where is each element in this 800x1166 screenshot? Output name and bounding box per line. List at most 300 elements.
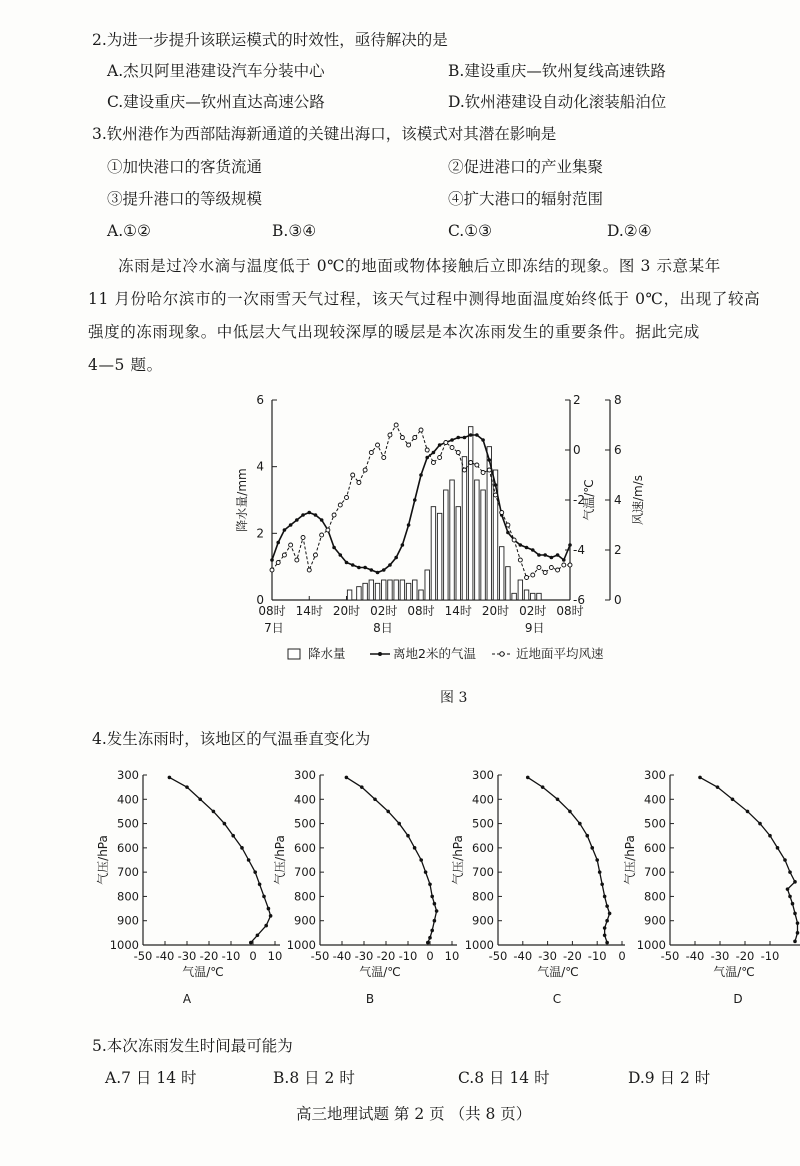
temp-tick-label: -6 <box>573 593 585 607</box>
panel-label: D <box>733 992 743 1006</box>
wind-point <box>419 428 423 432</box>
profile-point <box>262 895 266 899</box>
profile-point <box>267 907 271 911</box>
pressure-axis-label: 气压/hPa <box>451 835 465 885</box>
precip-bar <box>357 587 361 600</box>
temperature-point <box>407 523 411 527</box>
wind-point <box>388 433 392 437</box>
legend-temp: 离地2米的气温 <box>393 646 476 661</box>
wind-point <box>549 566 553 570</box>
temperature-point <box>283 528 287 532</box>
pressure-tick-label: 1000 <box>109 938 139 952</box>
figure-3-caption: 图 3 <box>440 690 468 706</box>
wind-point <box>525 576 529 580</box>
profile-point <box>373 797 377 801</box>
pressure-tick-label: 400 <box>294 792 316 807</box>
temperature-point <box>475 433 479 437</box>
profile-point <box>428 936 432 940</box>
temperature-point <box>438 443 442 447</box>
profile-point <box>428 882 432 886</box>
profile-point <box>413 846 417 850</box>
temp-tick-label: -10 <box>221 949 241 963</box>
temp-tick-label: -30 <box>354 949 374 963</box>
q3-option-a: A.①② <box>107 222 151 240</box>
precip-bar <box>382 580 386 600</box>
legend-wind: 近地面平均风速 <box>516 646 604 661</box>
profile-point <box>590 846 594 850</box>
wind-point <box>568 563 572 567</box>
profile-point <box>603 895 607 899</box>
pressure-tick-label: 400 <box>644 792 666 807</box>
temp-tick-label: -20 <box>376 949 396 963</box>
temperature-point <box>550 556 554 560</box>
profile-line <box>700 777 798 941</box>
precip-bar <box>450 480 454 600</box>
wind-tick-label: 4 <box>614 493 622 507</box>
precip-tick-label: 4 <box>256 459 264 474</box>
profile-point <box>585 834 589 838</box>
passage <box>88 250 760 382</box>
profile-line <box>169 777 270 942</box>
precip-tick-label: 2 <box>256 526 264 541</box>
profile-point <box>386 810 390 814</box>
wind-point <box>456 451 460 455</box>
pressure-tick-label: 600 <box>644 840 666 855</box>
profile-point <box>746 810 750 814</box>
wind-point <box>338 503 342 507</box>
profile-point <box>796 921 800 925</box>
passage-line-4: 4—5 题。 <box>88 356 163 374</box>
temperature-point <box>370 568 374 572</box>
day-label: 9日 <box>524 621 545 635</box>
temperature-point <box>338 553 342 557</box>
precip-bar <box>531 593 535 600</box>
temp-tick-label: -10 <box>398 949 418 963</box>
temp-tick-label: -40 <box>685 949 705 963</box>
temp-tick-label: -4 <box>573 543 585 557</box>
wind-point <box>500 511 504 515</box>
profile-point <box>430 895 434 899</box>
profile-point <box>360 785 364 789</box>
legend-precip-swatch <box>288 649 300 659</box>
profile-point <box>768 834 772 838</box>
q3-item-2: ②促进港口的产业集聚 <box>448 158 604 176</box>
q5-stem: 5.本次冻雨发生时间最可能为 <box>92 1037 293 1055</box>
legend-temp-marker <box>378 652 382 656</box>
temperature-point <box>388 563 392 567</box>
temperature-point <box>307 511 311 515</box>
wind-point <box>450 446 454 450</box>
precip-bar <box>524 590 528 600</box>
temperature-point <box>562 558 566 562</box>
wind-point <box>270 568 274 572</box>
pressure-tick-label: 300 <box>644 768 666 782</box>
profile-point <box>603 933 607 937</box>
precip-bar <box>413 580 417 600</box>
profile-point <box>758 822 762 826</box>
pressure-tick-label: 900 <box>117 913 139 928</box>
q2-option-b: B.建设重庆—钦州复线高速铁路 <box>448 62 666 80</box>
pressure-tick-label: 900 <box>644 913 666 928</box>
profile-point <box>605 919 609 923</box>
wind-point <box>444 441 448 445</box>
day-label: 7日 <box>264 621 284 635</box>
temperature-point <box>351 563 355 567</box>
q2-stem: 2.为进一步提升该联运模式的时效性，亟待解决的是 <box>92 31 448 49</box>
temp-axis-label: 气温/℃ <box>359 965 401 979</box>
pressure-tick-label: 1000 <box>636 938 666 952</box>
q2-option-d: D.钦州港建设自动化滚装船泊位 <box>448 93 667 111</box>
q3-option-c: C.①③ <box>448 222 493 240</box>
pressure-tick-label: 400 <box>117 792 139 807</box>
precip-bar <box>444 490 448 600</box>
profile-point <box>598 870 602 874</box>
profile-point <box>185 785 189 789</box>
profile-point <box>788 895 792 899</box>
profile-point <box>212 810 216 814</box>
x-tick-label: 08时 <box>407 604 435 618</box>
wind-point <box>345 496 349 500</box>
temperature-point <box>320 518 324 522</box>
pressure-tick-label: 900 <box>294 913 316 928</box>
temperature-point <box>345 561 349 565</box>
wind-point <box>431 461 435 465</box>
temp-tick-label: 10 <box>267 949 283 963</box>
q5-option-c: C.8 日 14 时 <box>458 1069 550 1087</box>
temp-tick-label: 0 <box>573 443 581 457</box>
temp-tick-label: 0 <box>249 949 257 963</box>
profile-point <box>793 912 797 916</box>
profile-point <box>223 822 227 826</box>
wind-point <box>438 456 442 460</box>
profile-point <box>600 882 604 886</box>
temperature-line <box>272 435 570 573</box>
profile-line <box>346 777 436 942</box>
precip-bar <box>400 580 404 600</box>
wind-point <box>543 571 547 575</box>
precip-bar <box>347 590 351 600</box>
pressure-tick-label: 1000 <box>286 938 316 952</box>
temperature-point <box>276 541 280 545</box>
profile-point <box>419 858 423 862</box>
profile-point <box>568 810 572 814</box>
temperature-point <box>413 498 417 502</box>
temp-tick-label: -20 <box>735 949 755 963</box>
x-tick-label: 08时 <box>556 604 584 618</box>
q5-option-a: A.7 日 14 时 <box>105 1069 197 1087</box>
wind-point <box>332 513 336 517</box>
q4-stem: 4.发生冻雨时，该地区的气温垂直变化为 <box>92 730 371 748</box>
pressure-tick-label: 300 <box>294 768 316 782</box>
wind-point <box>394 423 398 427</box>
profile-point <box>253 870 257 874</box>
precip-bar <box>388 580 392 600</box>
temperature-point <box>425 456 429 460</box>
wind-point <box>400 436 404 440</box>
precip-bar <box>406 583 410 600</box>
pressure-tick-label: 600 <box>472 840 494 855</box>
precip-axis-label: 降水量/mm <box>235 468 249 532</box>
q3-option-d: D.②④ <box>607 222 652 240</box>
temperature-point <box>270 558 274 562</box>
wind-point <box>369 451 373 455</box>
temp-tick-label: 10 <box>444 949 460 963</box>
profile-point <box>793 880 797 884</box>
wind-point <box>289 543 293 547</box>
wind-point <box>475 463 479 467</box>
temp-axis-label: 气温/℃ <box>537 965 579 979</box>
temp-tick-label: -10 <box>760 949 780 963</box>
profile-point <box>526 776 530 780</box>
wind-point <box>376 443 380 447</box>
wind-point <box>282 553 286 557</box>
temp-tick-label: -40 <box>155 949 175 963</box>
precip-bar <box>419 590 423 600</box>
temperature-point <box>401 543 405 547</box>
temp-tick-label: -10 <box>587 949 607 963</box>
temp-tick-label: -2 <box>573 493 585 507</box>
temp-tick-label: -50 <box>488 949 508 963</box>
pressure-tick-label: 700 <box>644 865 666 880</box>
pressure-tick-label: 700 <box>294 865 316 880</box>
wind-point <box>320 533 324 537</box>
precip-bar <box>431 507 435 600</box>
temperature-point <box>494 483 498 487</box>
pressure-tick-label: 600 <box>294 840 316 855</box>
pressure-tick-label: 700 <box>117 865 139 880</box>
profile-point <box>776 846 780 850</box>
q3-item-1: ①加快港口的客货流通 <box>107 158 263 176</box>
pressure-tick-label: 900 <box>472 913 494 928</box>
temp-axis-label: 气温/℃ <box>713 965 755 979</box>
precip-bar <box>468 427 472 600</box>
profile-point <box>433 919 437 923</box>
temp-tick-label: -40 <box>513 949 533 963</box>
temp-tick-label: 0 <box>426 949 434 963</box>
wind-point <box>276 561 280 565</box>
profile-point <box>430 929 434 933</box>
temperature-point <box>363 566 367 570</box>
precip-bar <box>506 567 510 600</box>
wind-tick-label: 6 <box>614 443 622 457</box>
precip-bar <box>437 513 441 600</box>
profile-point <box>249 941 253 945</box>
precip-bar <box>369 580 373 600</box>
profile-chart-a <box>95 765 295 1015</box>
wind-point <box>487 468 491 472</box>
profile-point <box>698 776 702 780</box>
profile-point <box>258 882 262 886</box>
wind-point <box>556 568 560 572</box>
profile-point <box>603 926 607 930</box>
temperature-point <box>357 566 361 570</box>
panel-label: B <box>365 992 375 1006</box>
precip-tick-label: 6 <box>256 393 264 407</box>
q3-stem: 3.钦州港作为西部陆海新通道的关键出海口，该模式对其潜在影响是 <box>92 125 557 143</box>
x-tick-label: 14时 <box>295 604 323 618</box>
temperature-point <box>332 546 336 550</box>
profile-point <box>783 858 787 862</box>
wind-tick-label: 0 <box>614 593 622 607</box>
temp-tick-label: -50 <box>660 949 680 963</box>
wind-point <box>469 461 473 465</box>
profile-point <box>605 904 609 908</box>
temperature-point <box>469 433 473 437</box>
profile-point <box>796 931 800 935</box>
pressure-tick-label: 500 <box>117 816 139 831</box>
temp-axis-label: 气温/℃ <box>582 479 596 521</box>
pressure-tick-label: 800 <box>644 889 666 904</box>
temp-axis-label: 气温/℃ <box>182 965 224 979</box>
x-tick-label: 02时 <box>370 604 398 618</box>
x-tick-label: 08时 <box>258 604 286 618</box>
pressure-axis-label: 气压/hPa <box>273 835 287 885</box>
wind-point <box>307 568 311 572</box>
wind-point <box>494 493 498 497</box>
pressure-tick-label: 800 <box>294 889 316 904</box>
precip-bar <box>518 580 522 600</box>
profile-point <box>433 902 437 906</box>
wind-tick-label: 8 <box>614 393 622 407</box>
x-tick-label: 02时 <box>519 604 547 618</box>
wind-point <box>295 558 299 562</box>
wind-point <box>351 473 355 477</box>
temp-tick-label: -50 <box>310 949 330 963</box>
wind-point <box>363 468 367 472</box>
panel-label: A <box>182 992 192 1006</box>
precip-bar <box>537 593 541 600</box>
profile-point <box>264 924 268 928</box>
precip-bar <box>375 583 379 600</box>
wind-point <box>512 538 516 542</box>
temp-tick-label: -30 <box>177 949 197 963</box>
profile-chart-b <box>272 765 472 1015</box>
pressure-tick-label: 500 <box>294 816 316 831</box>
q5-option-d: D.9 日 2 时 <box>628 1069 711 1087</box>
wind-tick-label: 2 <box>614 543 622 557</box>
precip-bar <box>512 593 516 600</box>
temperature-point <box>295 518 299 522</box>
temperature-point <box>506 531 510 535</box>
wind-point <box>462 468 466 472</box>
temp-tick-label: -30 <box>538 949 557 963</box>
pressure-tick-label: 300 <box>472 768 494 782</box>
wind-point <box>413 436 417 440</box>
temperature-point <box>556 553 560 557</box>
q3-item-4: ④扩大港口的辐射范围 <box>448 190 604 208</box>
pressure-axis-label: 气压/hPa <box>96 835 110 885</box>
temperature-point <box>301 513 305 517</box>
profile-point <box>198 797 202 801</box>
pressure-tick-label: 600 <box>117 840 139 855</box>
temperature-point <box>456 436 460 440</box>
q2-option-c: C.建设重庆—钦州直达高速公路 <box>107 93 325 111</box>
precip-bar <box>481 490 485 600</box>
profile-point <box>406 834 410 838</box>
wind-point <box>481 471 485 475</box>
temperature-point <box>568 543 572 547</box>
temperature-point <box>419 473 423 477</box>
precip-bar <box>394 580 398 600</box>
precip-bar <box>475 480 479 600</box>
temperature-point <box>376 571 380 575</box>
passage-line-2: 11 月份哈尔滨市的一次雨雪天气过程，该天气过程中测得地面温度始终低于 0℃，出现了较高 <box>88 290 761 308</box>
page-footer: 高三地理试题 第 2 页 （共 8 页） <box>296 1105 532 1123</box>
pressure-tick-label: 500 <box>644 816 666 831</box>
legend-wind-marker <box>500 652 504 656</box>
temperature-point <box>314 513 318 517</box>
pressure-tick-label: 500 <box>472 816 494 831</box>
pressure-tick-label: 800 <box>117 889 139 904</box>
profile-point <box>424 870 428 874</box>
wind-point <box>506 523 510 527</box>
q3-option-b: B.③④ <box>272 222 317 240</box>
profile-point <box>541 785 545 789</box>
profile-point <box>608 912 612 916</box>
pressure-tick-label: 300 <box>117 768 139 782</box>
profile-point <box>231 834 235 838</box>
profile-point <box>731 797 735 801</box>
temperature-point <box>382 568 386 572</box>
passage-line-3: 强度的冻雨现象。中低层大气出现较深厚的暖层是本次冻雨发生的重要条件。据此完成 <box>88 323 700 341</box>
figure-3-weather-chart <box>230 385 645 675</box>
q3-item-3: ③提升港口的等级规模 <box>107 190 263 208</box>
profile-point <box>786 887 790 891</box>
temperature-point <box>463 436 467 440</box>
wind-axis-label: 风速/m/s <box>631 474 645 526</box>
pressure-tick-label: 400 <box>472 792 494 807</box>
temp-tick-label: -30 <box>710 949 730 963</box>
profile-point <box>435 909 439 913</box>
temperature-point <box>537 553 541 557</box>
precip-bar <box>363 583 367 600</box>
temp-tick-label: -40 <box>332 949 352 963</box>
profile-point <box>345 776 349 780</box>
temperature-point <box>289 523 293 527</box>
temperature-point <box>450 438 454 442</box>
profile-point <box>788 870 792 874</box>
wind-point <box>562 563 566 567</box>
profile-point <box>793 940 797 944</box>
q5-option-b: B.8 日 2 时 <box>273 1069 355 1087</box>
q2-option-a: A.杰贝阿里港建设汽车分装中心 <box>107 62 325 80</box>
temperature-point <box>432 451 436 455</box>
pressure-tick-label: 800 <box>472 889 494 904</box>
wind-point <box>382 456 386 460</box>
wind-point <box>301 536 305 540</box>
pressure-tick-label: 1000 <box>464 938 494 952</box>
profile-point <box>256 933 260 937</box>
pressure-axis-label: 气压/hPa <box>623 835 637 885</box>
wind-point <box>531 573 535 577</box>
temperature-point <box>487 458 491 462</box>
panel-label: C <box>552 992 562 1006</box>
profile-chart-c <box>450 765 640 1015</box>
temperature-point <box>525 546 529 550</box>
profile-chart-d <box>622 765 800 1015</box>
temp-tick-label: 0 <box>618 949 626 963</box>
temperature-point <box>519 543 523 547</box>
temp-tick-label: -20 <box>563 949 582 963</box>
temperature-point <box>543 553 547 557</box>
pressure-tick-label: 700 <box>472 865 494 880</box>
temp-tick-label: 2 <box>573 393 581 407</box>
profile-point <box>716 785 720 789</box>
day-label: 8日 <box>373 621 393 635</box>
profile-point <box>578 822 582 826</box>
wind-point <box>357 481 361 485</box>
temperature-point <box>481 438 485 442</box>
